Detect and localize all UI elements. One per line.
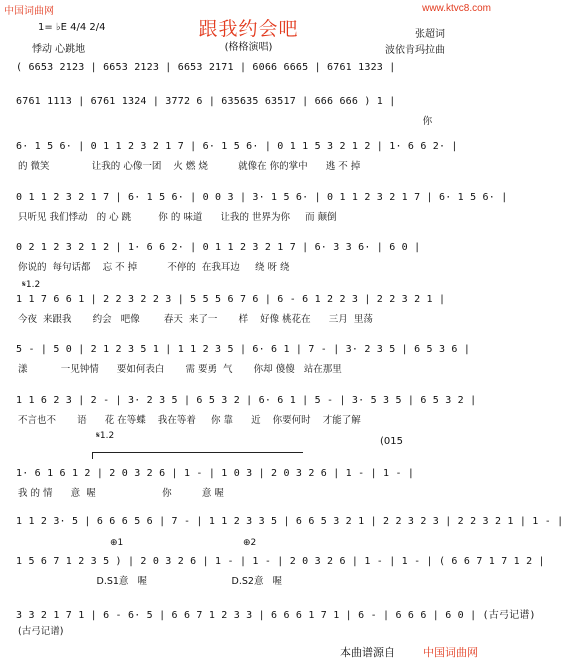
notation-line: 1 1 7 6 6 1 | 2 2 3 2 2 3 | 5 5 5 6 7 6 | 6 - 6 1 2 2 3 | 2 2 3 2 1 | — [16, 294, 446, 305]
volta-bracket — [92, 452, 303, 459]
notation-line: 1 1 2 3· 5 | 6 6 6 5 6 | 7 - | 1 1 2 3 3 5 | 6 6 5 3 2 1 | 2 2 3 2 3 | 2 2 3 2 1 | 1 - | — [16, 516, 563, 527]
coda-mark-1: ⊕1 — [110, 538, 124, 548]
volta-label: (015 — [380, 436, 403, 447]
notation-line: 6761 1113 | 6761 1324 | 3772 6 | 635635 63517 | 666 666 ) 1 | — [16, 96, 396, 107]
lyric-line: (古弓记谱) — [18, 626, 64, 637]
lyric-line: 漾 一见钟情 要如何表白 需 要勇 气 你却 傻傻 站在那里 — [18, 364, 342, 375]
watermark-top-left: 中国词曲网 — [4, 6, 54, 17]
key-signature: 1= ♭E 4/4 2/4 — [38, 22, 106, 33]
lyric-line: D.S1意 喔 D.S2意 喔 — [18, 576, 283, 587]
tempo-mood: 悸动 心跳地 — [32, 44, 86, 55]
watermark-top-right: www.ktvc8.com — [422, 3, 491, 14]
lyric-line: 只听见 我们悸动 的 心 跳 你 的 味道 让我的 世界为你 而 颠倒 — [18, 212, 337, 223]
notation-line: 5 - | 5 0 | 2 1 2 3 5 1 | 1 1 2 3 5 | 6· 6 1 | 7 - | 3· 2 3 5 | 6 5 3 6 | — [16, 344, 471, 355]
notation-line: 3 3 2 1 7 1 | 6 - 6· 5 | 6 6 7 1 2 3 3 | 6 6 6 1 7 1 | 6 - | 6 6 6 | 6 0 | (古弓记谱) — [16, 610, 536, 621]
notation-line: 1 1 6 2 3 | 2 - | 3· 2 3 5 | 6 5 3 2 | 6· 6 1 | 5 - | 3· 5 3 5 | 6 5 3 2 | — [16, 395, 477, 406]
song-subtitle: (格格演唱) — [224, 42, 273, 53]
lyric-line: 不言也不 语 花 在等蝶 我在等着 你 靠 近 你要何时 才能了解 — [18, 415, 361, 426]
notation-line: 1· 6 1 6 1 2 | 2 0 3 2 6 | 1 - | 1 0 3 | 2 0 3 2 6 | 1 - | 1 - | — [16, 468, 415, 479]
song-title: 跟我约会吧 — [198, 18, 299, 40]
footer-source: 本曲谱源自 — [340, 646, 395, 659]
lyric-line: 你说的 每句话都 忘 不 掉 不停的 在我耳边 绕 呀 绕 — [18, 262, 290, 273]
lyric-line: 我 的 情 意 喔 你 意 喔 — [18, 488, 224, 499]
composer: 波依肯玛拉曲 — [385, 45, 445, 56]
lyric-line: 你 — [18, 116, 433, 127]
notation-line: 0 2 1 2 3 2 1 2 | 1· 6 6 2· | 0 1 1 2 3 2 1 7 | 6· 3 3 6· | 6 0 | — [16, 242, 421, 253]
coda-mark-2: ⊕2 — [243, 538, 257, 548]
notation-line: ( 6653 2123 | 6653 2123 | 6653 2171 | 6066 6665 | 6761 1323 | — [16, 62, 396, 73]
lyricist: 张超词 — [415, 29, 445, 40]
lyric-line: 的 微笑 让我的 心像一团 火 燃 烧 就像在 你的掌中 逃 不 掉 — [18, 161, 361, 172]
notation-line: 1 5 6 7 1 2 3 5 ) | 2 0 3 2 6 | 1 - | 1 - | 2 0 3 2 6 | 1 - | 1 - | ( 6 6 7 1 7 1 2 | — [16, 556, 545, 567]
lyric-line: 今夜 来跟我 约会 吧像 春天 来了一 样 好像 桃花在 三月 里荡 — [18, 314, 373, 325]
notation-line: 6· 1 5 6· | 0 1 1 2 3 2 1 7 | 6· 1 5 6· | 0 1 1 5 3 2 1 2 | 1· 6 6 2· | — [16, 141, 458, 152]
segno-mark-1: 𝄋1.2 — [22, 280, 41, 290]
notation-line: 0 1 1 2 3 2 1 7 | 6· 1 5 6· | 0 0 3 | 3· 1 5 6· | 0 1 1 2 3 2 1 7 | 6· 1 5 6· | — [16, 192, 508, 203]
footer-site: 中国词曲网 — [423, 646, 478, 659]
segno-mark-2: 𝄋1.2 — [96, 431, 115, 441]
